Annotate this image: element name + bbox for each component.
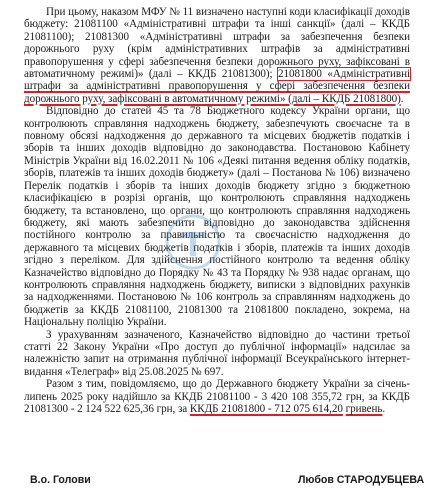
paragraph-3: З урахуванням зазначеного, Казначейство відповідно до частини третьої статті 22 Закону України «Про доступ до публічної інформації» надсилає за належністю запит на отримання публічної інформації Всеукраїнського інтернет-видання «Телеграф» від 25.08.2025 № 697. <box>24 328 410 378</box>
paragraph-4-end: . <box>382 403 386 415</box>
paragraph-1-text: При цьому, наказом МФУ № 11 визначено наступні коди класифікації доходів бюджету: 21081100 «Адміністративні штрафи та інші санкції» (далі – ККДБ 21081100); 21081300 «Адміністративні штрафи за забезпечення безпеки дорожнього руху (крім адміністративних штрафів за адміністративні правопорушення у сфері забезпечення безпеки дорожнього руху, зафіксовані в автоматичному режимі)» (далі – ККДБ 21081300); <box>24 6 410 81</box>
paragraph-1-end: . <box>400 92 404 105</box>
document-body <box>24 6 410 415</box>
highlight-amount-currency: гривень <box>345 403 383 415</box>
signature-title: В.о. Голови <box>30 474 91 486</box>
paragraph-1 <box>24 6 410 105</box>
publisher-logo-icon <box>163 212 223 272</box>
paragraph-2: Відповідно до статей 45 та 78 Бюджетного кодексу України органи, що контролюють справляння надходжень бюджету, забезпечують своєчасне та в повному обсязі надходження до державного та місцевих бюджетів податків і зборів та інших доходів відповідно до законодавства. Постановою Кабінету Міністрів України від 16.02.2011 № 106 «Деякі питання ведення обліку податків, зборів, платежів та інших доходів бюджету» (далі – Постанова № 106) визначено Перелік податків і зборів та інших доходів бюджету згідно з бюджетною класифікацією в розрізі органів, що контролюють справляння надходжень бюджету, та встановлено, що органи, що контролюють справляння надходжень бюджету, які мають забезпечити відповідно до законодавства здійснення постійного контролю за правильністю та своєчасністю надходження до державного та місцевих бюджетів податків і зборів, платежів та інших доходів згідно з переліком. Для здійснення постійного контролю та ведення обліку Казначейство відповідно до Порядку № 43 та Порядку № 938 надає органам, що контролюють справляння надходжень бюджету, виписки з відповідних рахунків за надходженнями. Постановою № 106 контроль за справлянням надходжень до бюджетів за ККДБ 21081100, 21081300 та 21081800 покладено, зокрема, на Національну поліцію України. <box>24 105 410 329</box>
highlight-underline-ccdb-21081800: штрафи за адміністративні правопорушення у сфері забезпечення безпеки дорожнього руху, зафіксовані в автоматичному режимі» (далі – ККДБ 21081800) <box>24 80 410 105</box>
paragraph-4-text: Разом з тим, повідомляємо, що до Державного бюджету України за січень-липень 2025 року надійшло за ККДБ 21081100 - 3 420 108 355,72 грн, за ККДБ 21081300 - 2 124 522 625,36 грн, за <box>24 378 410 415</box>
highlight-amount-ccdb-21081800: ККДБ 21081800 - 712 075 614,20 <box>189 403 343 415</box>
paragraph-4 <box>24 378 410 415</box>
signature-name: Любов СТАРОДУБЦЕВА <box>298 474 425 486</box>
highlight-box-ccdb-21081800: 21081800 «Адміністративні <box>277 68 410 81</box>
